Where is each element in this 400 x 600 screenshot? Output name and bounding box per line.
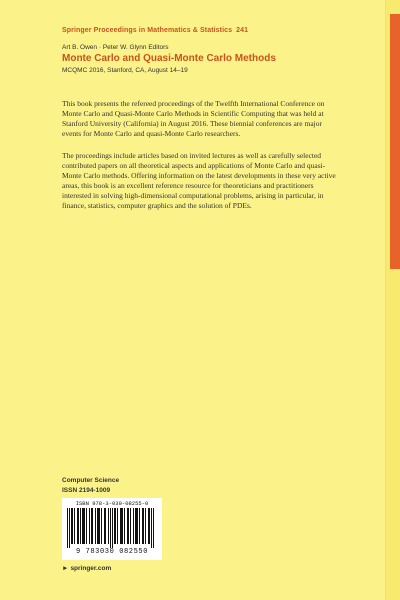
series-name: Springer Proceedings in Mathematics & Statistics xyxy=(62,27,233,34)
barcode-bars xyxy=(67,508,157,548)
barcode-digits: 9 783030 082550 xyxy=(75,548,148,556)
blurb-paragraph-1: This book presents the refereed proceedings of the Twelfth International Conference on Monte Carlo and Quasi-Monte Carlo Methods in Scientific Computing that was held at Stanford University (California) in August 2016. These biennial conferences are major events for Monte Carlo and quasi-Monte Carlo researchers. xyxy=(62,99,325,138)
blurb-paragraph-2: The proceedings include articles based on invited lectures as well as carefully selected contributed papers on all theoretical aspects and applications of Monte Carlo and quasi-Monte Carlo methods. Offering information on the latest developments in these very active areas, this book is an excellent reference resource for theoreticians and practitioners interested in solving high-dimensional computational problems, arising in particular, in finance, statistics, computer graphics and the solution of PDEs. xyxy=(62,151,336,210)
subject-category: Computer Science xyxy=(62,477,120,484)
arrow-icon: ► xyxy=(62,565,69,572)
issn: ISSN 2194-1009 xyxy=(62,487,111,494)
barcode-isbn: ISBN 978-3-030-08255-0 xyxy=(75,500,149,507)
series-volume: 241 xyxy=(236,27,249,34)
publisher-url-text: springer.com xyxy=(70,565,112,572)
barcode xyxy=(62,498,162,560)
book-subtitle: MCQMC 2016, Stanford, CA, August 14–19 xyxy=(62,67,188,74)
publisher-url[interactable] xyxy=(62,565,111,572)
book-title: Monte Carlo and Quasi-Monte Carlo Methods xyxy=(62,53,276,64)
spine-color-band xyxy=(390,14,400,269)
editors: Art B. Owen · Peter W. Glynn Editors xyxy=(62,44,169,51)
series-line xyxy=(62,27,248,34)
